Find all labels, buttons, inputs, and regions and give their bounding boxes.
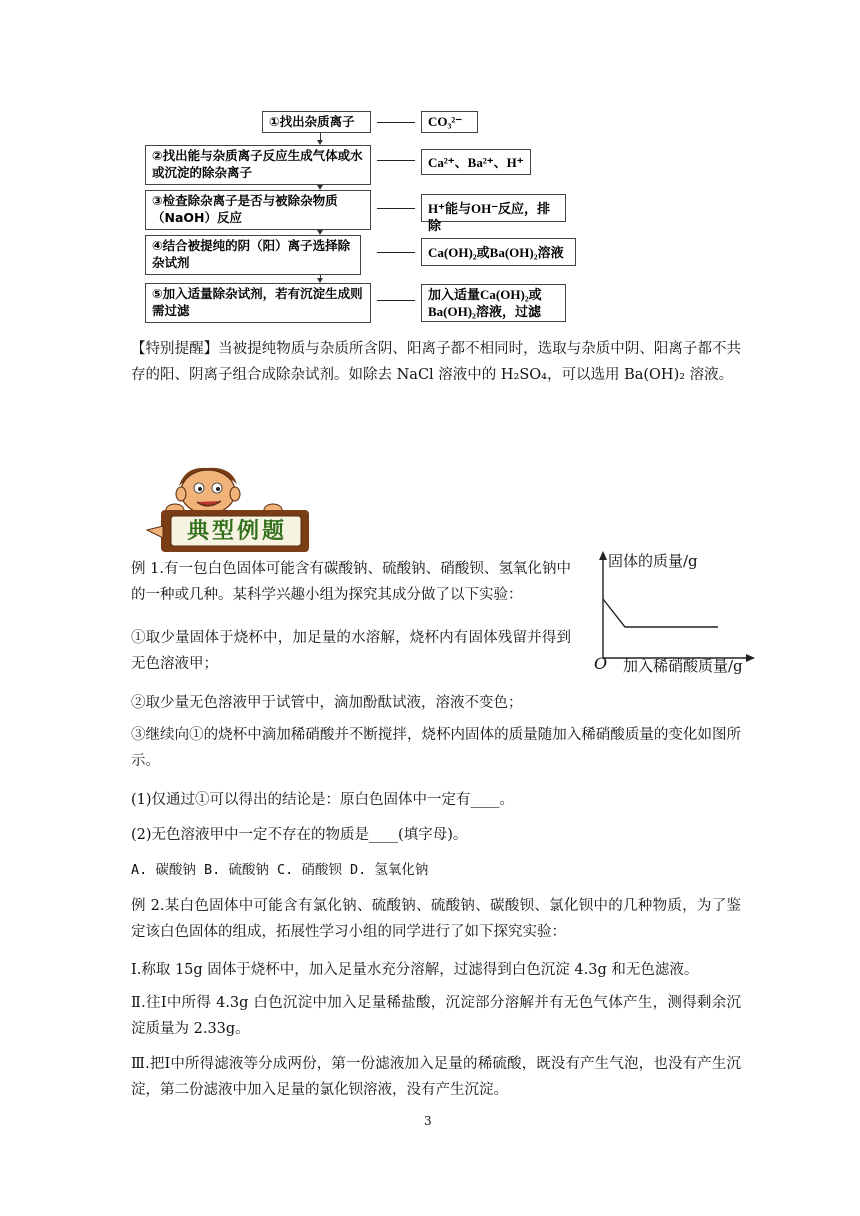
flow-result-3-text: H⁺能与OH⁻反应，排除 [428,201,551,233]
example1-step2: ②取少量无色溶液甲于试管中，滴加酚酞试液，溶液不变色； [131,695,523,711]
example1-question1: (1)仅通过①可以得出的结论是：原白色固体中一定有____。 [131,792,515,808]
arrow-down-icon [317,278,323,283]
flow-step-3-text: ③检查除杂离子是否与被除杂物质（NaOH）反应 [152,193,338,225]
example2-intro: 例 2.某白色固体中可能含有氯化钠、硫酸钠、硫酸钠、碳酸钡、氯化钡中的几种物质，为了鉴定该白色固体的组成，拓展性学习小组的同学进行了如下探究实验： [131,898,741,940]
flow-step-1-text: ①找出杂质离子 [269,114,355,129]
flow-result-5-text: 加入适量Ca(OH)₂或Ba(OH)₂溶液，过滤 [428,287,542,319]
banner-title: 典型例题 [186,518,287,544]
flow-link [377,208,415,209]
flow-result-3 [421,194,566,233]
flow-link [377,160,415,161]
graph-xlabel: 加入稀硝酸质量/g [623,657,743,675]
flow-link [377,300,415,301]
flow-result-2 [421,149,531,175]
flow-result-2-text: Ca²⁺、Ba²⁺、H⁺ [428,155,524,170]
graph-ylabel: 固体的质量/g [608,552,698,570]
flow-step-2-text: ②找出能与杂质离子反应生成气体或水或沉淀的除杂离子 [152,148,363,180]
axis-arrow-icon [599,551,607,560]
flow-step-4 [145,235,361,275]
flow-link [377,252,415,253]
example1-step3: ③继续向①的烧杯中滴加稀硝酸并不断搅拌，烧杯内固体的质量随加入稀硝酸质量的变化如图所示。 [131,727,741,769]
axis-arrow-icon [746,654,755,662]
flow-step-2 [145,145,371,185]
flow-step-5-text: ⑤加入适量除杂试剂，若有沉淀生成则需过滤 [152,286,363,318]
example2-step3: Ⅲ.把Ⅰ中所得滤液等分成两份，第一份滤液加入足量的稀硫酸，既没有产生气泡，也没有产生沉淀，第二份滤液中加入足量的氯化钡溶液，没有产生沉淀。 [131,1056,741,1098]
example-banner [145,462,325,562]
flow-step-4-text: ④结合被提纯的阴（阳）离子选择除杂试剂 [152,238,351,270]
example2-step1: Ⅰ.称取 15g 固体于烧杯中，加入足量水充分溶解，过滤得到白色沉淀 4.3g 和无色滤液。 [131,962,699,978]
arrow-down-icon [317,140,323,145]
flow-result-1 [421,111,478,133]
example2-step2: Ⅱ.往Ⅰ中所得 4.3g 白色沉淀中加入足量稀盐酸，沉淀部分溶解并有无色气体产生，测得剩余沉淀质量为 2.33g。 [131,995,741,1037]
arrow-down-icon [317,185,323,190]
example1-question2: (2)无色溶液甲中一定不存在的物质是____(填字母)。 [131,827,468,843]
example1-options: A. 碳酸钠 B. 硫酸钠 C. 硝酸钡 D. 氢氧化钠 [131,862,429,878]
flow-result-1-text: CO₃²⁻ [428,114,463,129]
mass-graph [590,548,760,673]
flow-link [377,122,415,123]
flow-result-5 [421,284,566,322]
flow-result-4 [421,238,576,266]
page-number: 3 [424,1114,432,1128]
mass-curve [603,599,718,627]
flow-result-4-text: Ca(OH)₂或Ba(OH)₂溶液 [428,245,564,260]
example1-step1: ①取少量固体于烧杯中，加足量的水溶解，烧杯内有固体残留并得到无色溶液甲； [131,630,571,672]
graph-origin: O [594,654,608,673]
special-tip: 【特别提醒】当被提纯物质与杂质所含阴、阳离子都不相同时，选取与杂质中阴、阳离子都不共存的阳、阴离子组合成除杂试剂。如除去 NaCl 溶液中的 H₂SO₄，可以选用 Ba(OH)₂ 溶液。 [131,341,741,383]
flow-step-3 [145,190,371,230]
flow-step-5 [145,283,371,323]
flow-step-1 [262,111,371,133]
example1-intro: 例 1.有一包白色固体可能含有碳酸钠、硫酸钠、硝酸钡、氢氧化钠中的一种或几种。某科学兴趣小组为探究其成分做了以下实验： [131,561,571,603]
arrow-down-icon [317,230,323,235]
